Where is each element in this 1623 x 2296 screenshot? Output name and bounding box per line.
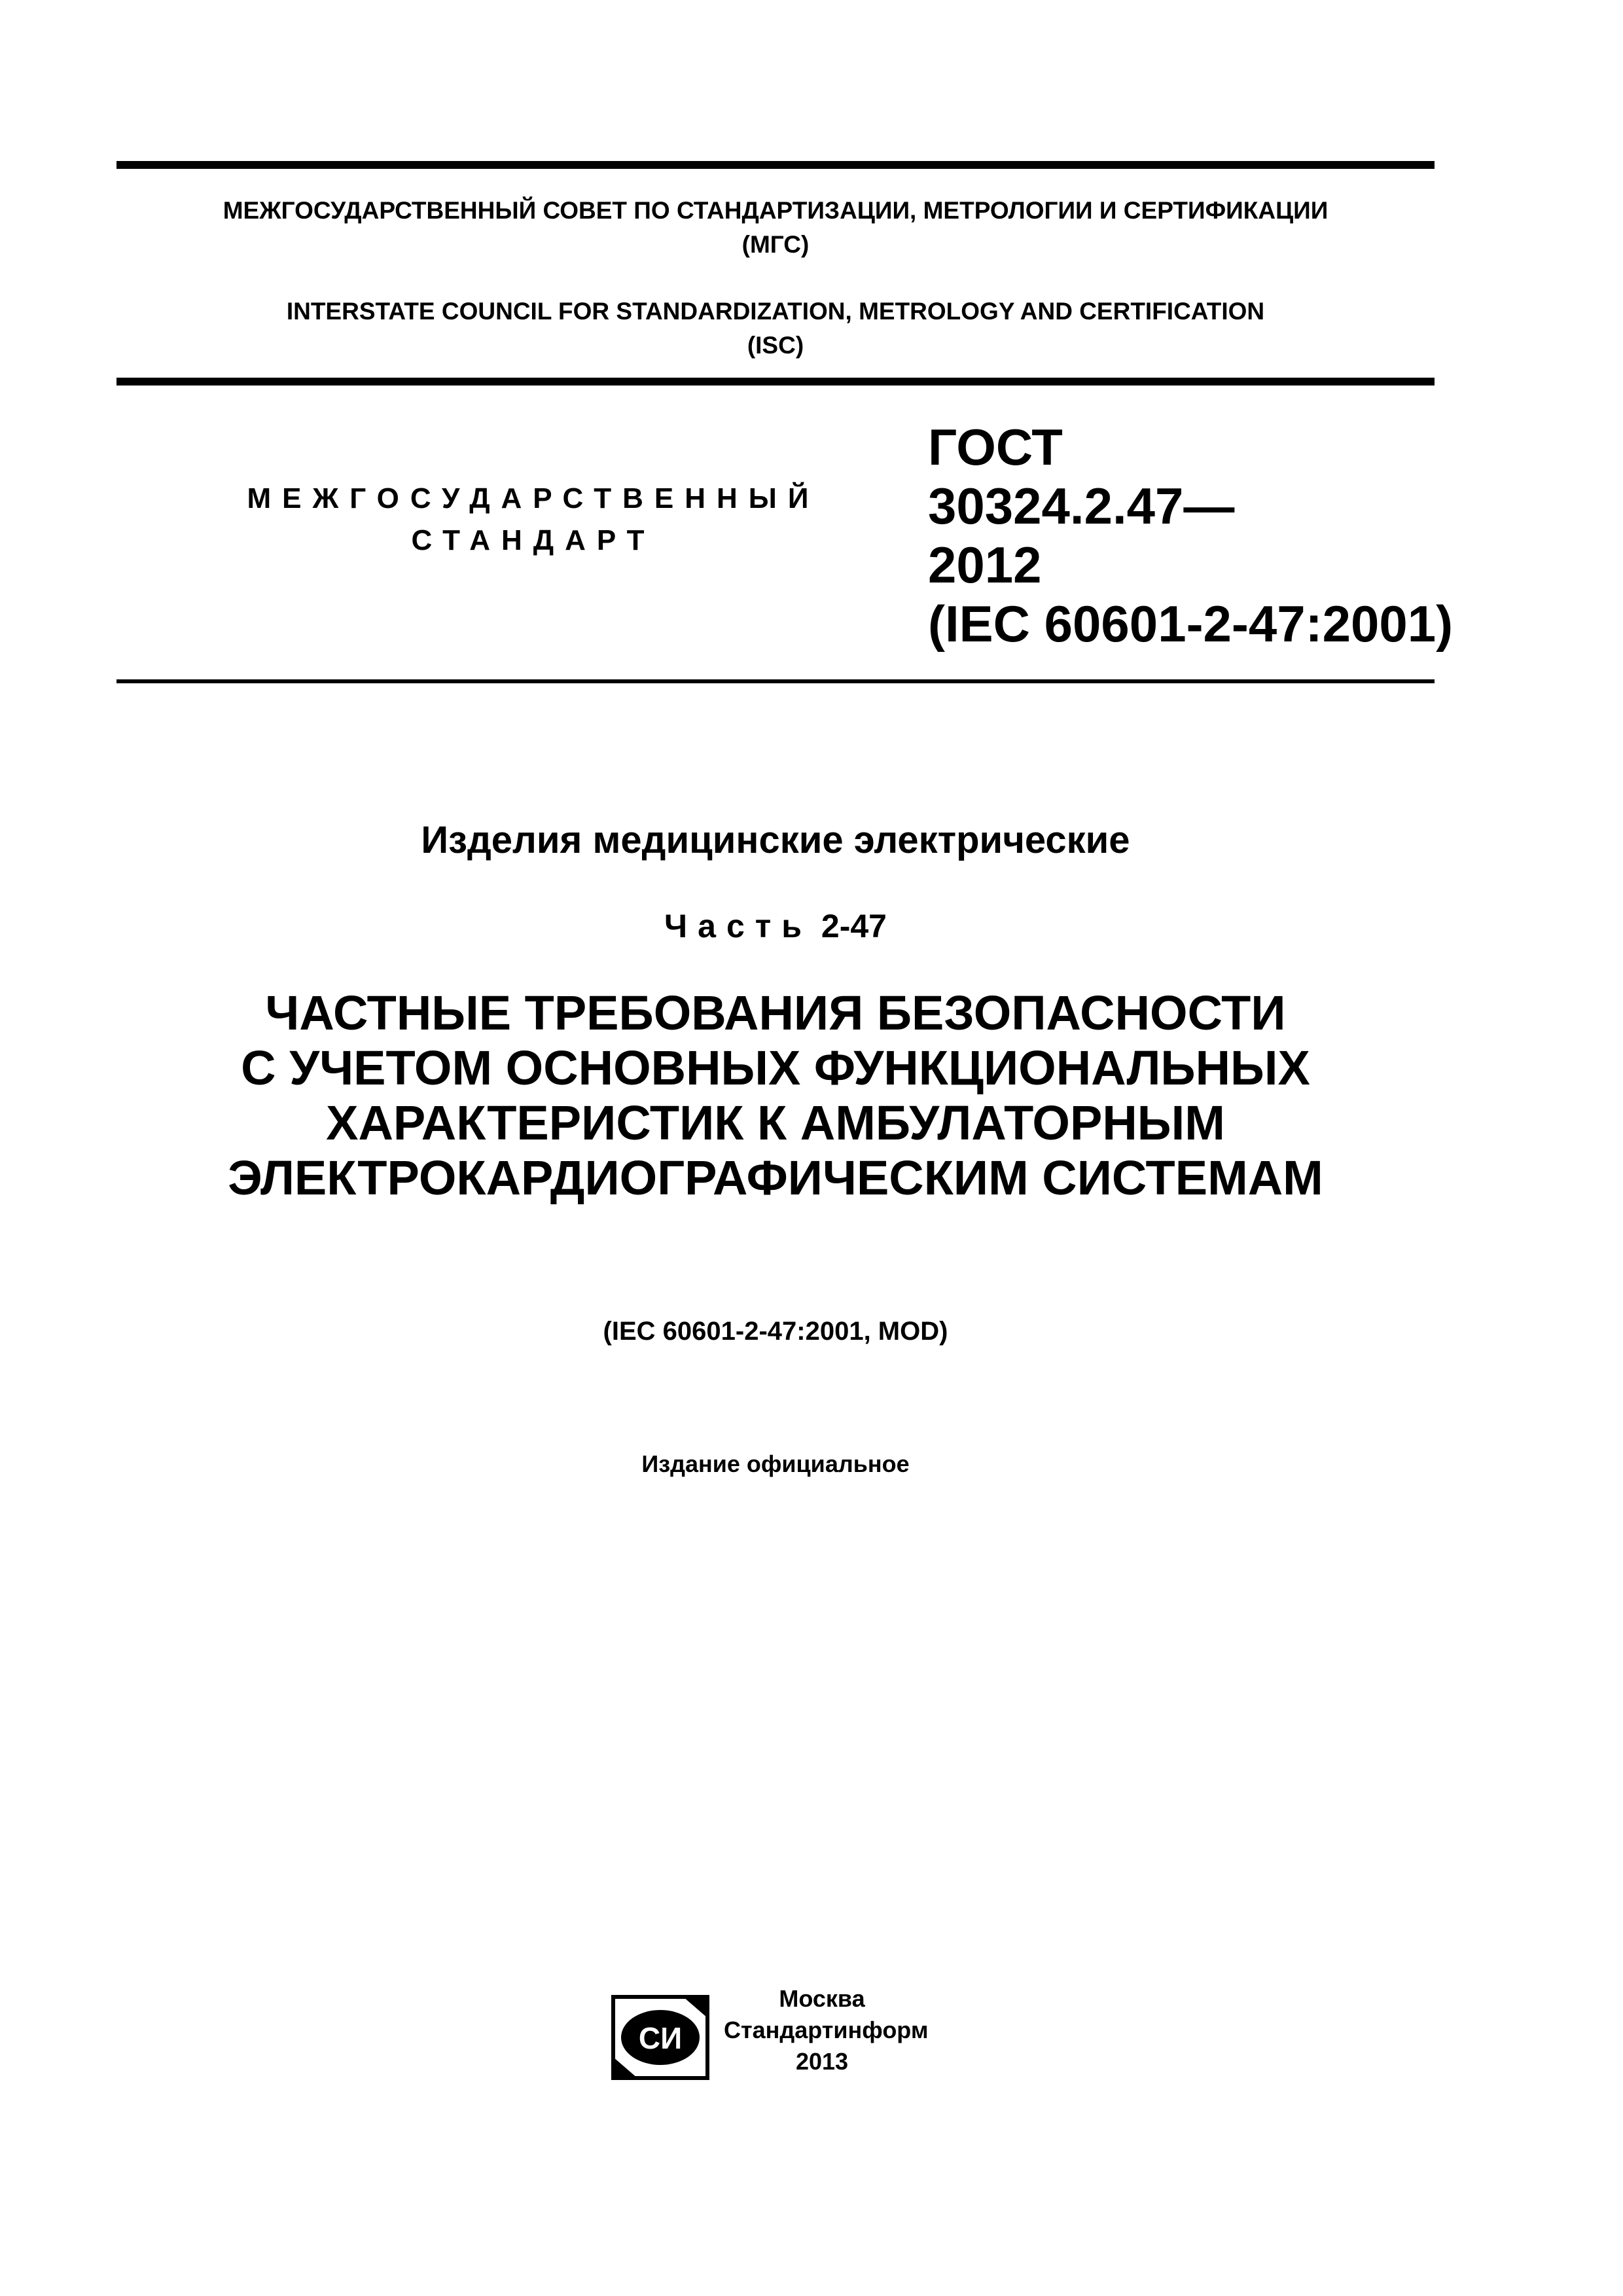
council-abbr-ru: (МГС) [741,231,810,258]
edition-note: Издание официальное [641,1450,910,1477]
main-title-line2: С УЧЕТОМ ОСНОВНЫХ ФУНКЦИОНАЛЬНЫХ [241,1041,1310,1095]
header-divider [116,378,1435,386]
publisher-name: Стандартинформ [724,2017,929,2043]
standard-kind [196,478,870,562]
standard-kind-line2: СТАНДАРТ [411,524,656,556]
part-heading [116,907,1435,945]
gost-label: ГОСТ [928,418,1063,476]
main-title [116,986,1435,1206]
iec-reference: (IEC 60601-2-47:2001, MOD) [603,1317,948,1346]
general-title: Изделия медицинские электрические [421,819,1130,861]
part-word: Часть [664,908,812,944]
publication-year: 2013 [795,2048,849,2075]
designation-divider [116,679,1435,683]
council-name-en-line1: INTERSTATE COUNCIL FOR STANDARDIZATION, METROLOGY AND CERTIFICATION [286,298,1265,325]
main-title-line1: ЧАСТНЫЕ ТРЕБОВАНИЯ БЕЗОПАСНОСТИ [265,986,1286,1040]
council-name-ru [116,194,1435,262]
publisher-block [724,1983,929,2077]
council-name-en [116,295,1435,363]
part-number: 2-47 [821,908,887,944]
publisher-city: Москва [779,1985,865,2012]
svg-text:СИ: СИ [638,2021,683,2055]
main-title-line3: ХАРАКТЕРИСТИК К АМБУЛАТОРНЫМ [326,1096,1225,1150]
standard-kind-line1: МЕЖГОСУДАРСТВЕННЫЙ [247,482,820,514]
council-abbr-en: (ISC) [747,332,804,359]
council-name-ru-line1: МЕЖГОСУДАРСТВЕННЫЙ СОВЕТ ПО СТАНДАРТИЗАЦИИ, МЕТРОЛОГИИ И СЕРТИФИКАЦИИ [223,197,1329,224]
gost-year: 2012 [928,536,1042,594]
standartinform-logo-icon [611,1995,709,2080]
main-title-line4: ЭЛЕКТРОКАРДИОГРАФИЧЕСКИМ СИСТЕМАМ [228,1151,1323,1205]
gost-designation [928,418,1453,653]
top-divider [116,161,1435,169]
gost-iec-equivalent: (IEC 60601-2-47:2001) [928,595,1454,653]
gost-number: 30324.2.47— [928,477,1235,535]
